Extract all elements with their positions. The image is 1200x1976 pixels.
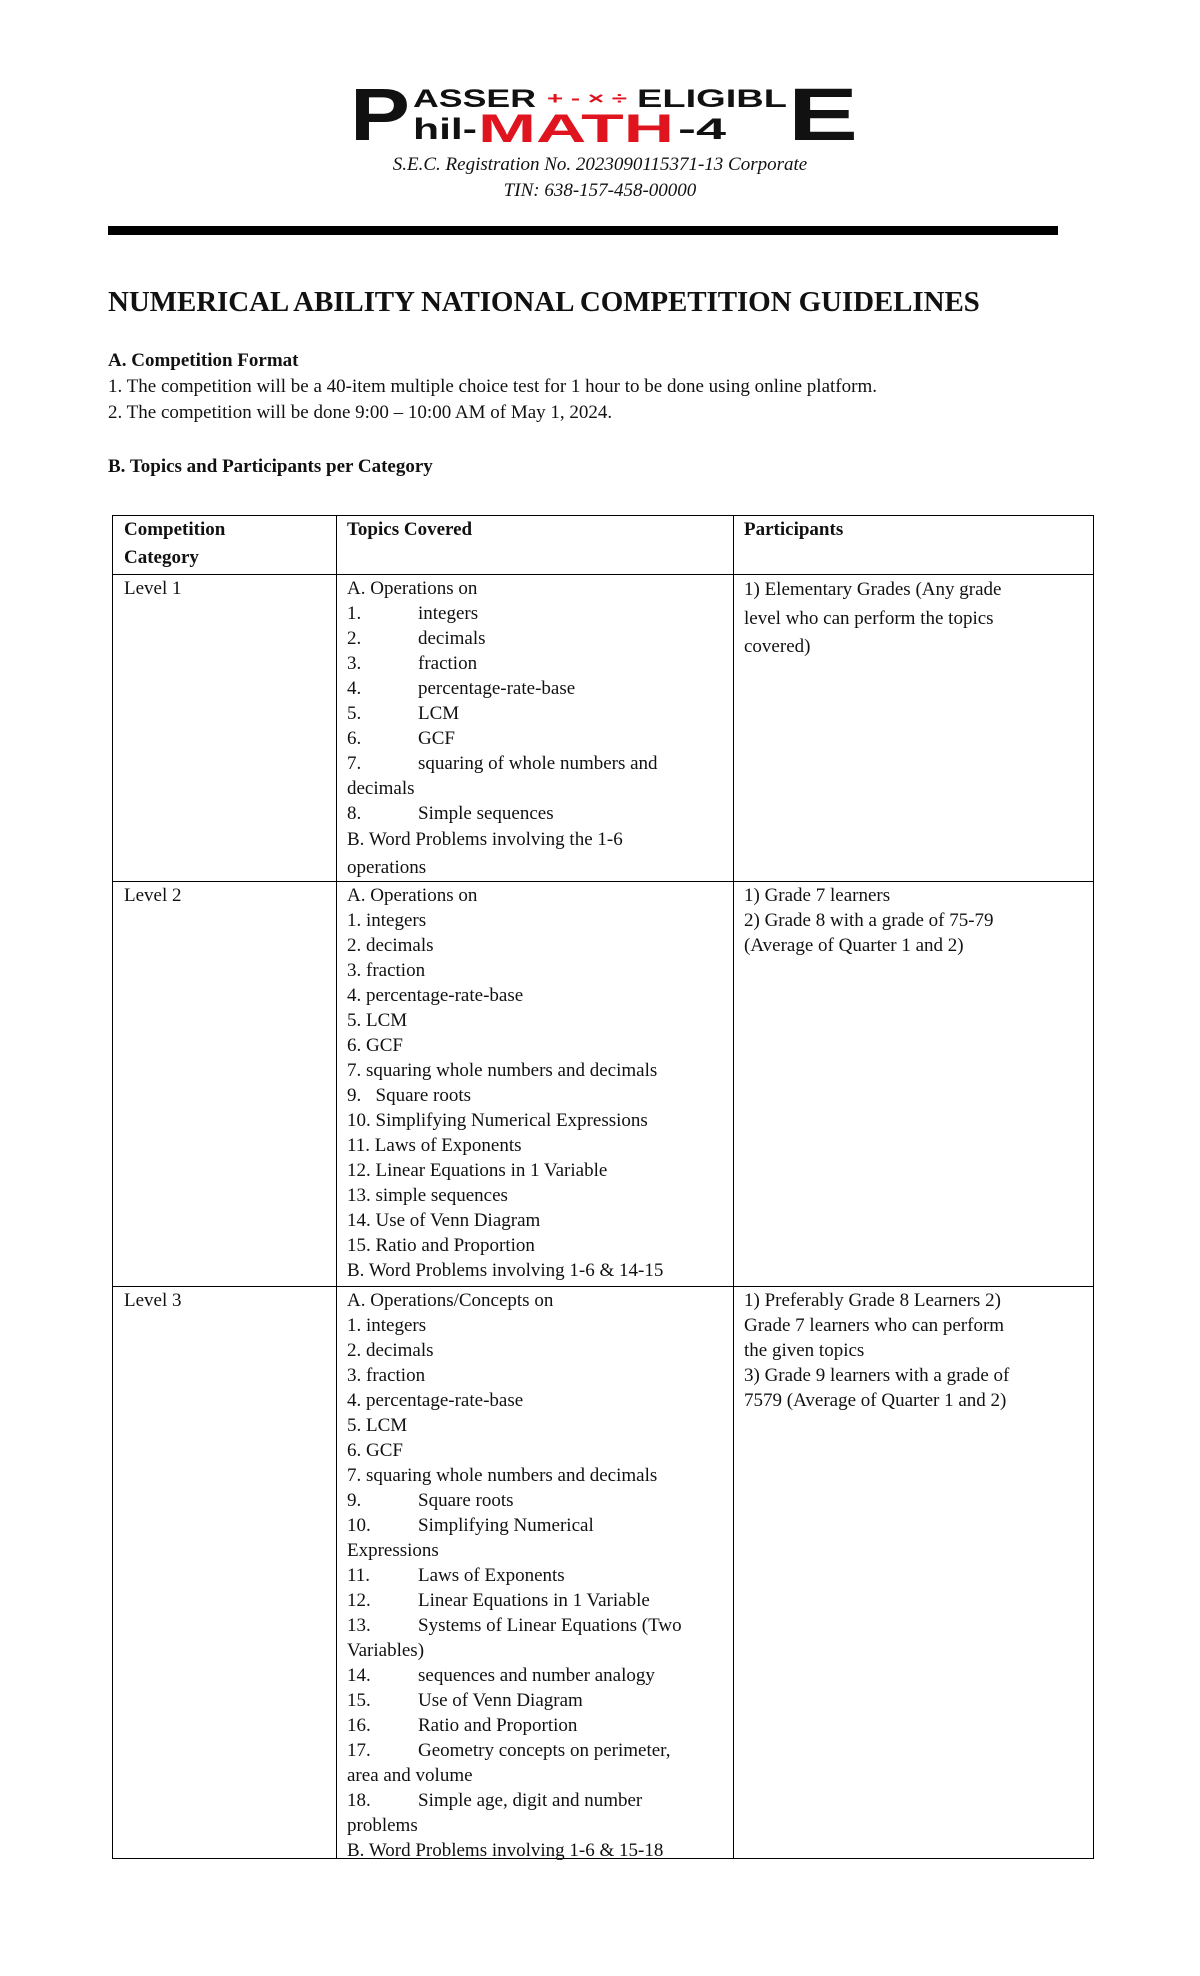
topic-item: 17. Geometry concepts on perimeter,: [347, 1740, 671, 1761]
participant-line: 1) Grade 7 learners: [744, 885, 891, 906]
topic-item: 8. Simple sequences: [347, 803, 554, 824]
topics-intro: A. Operations on: [347, 885, 478, 906]
topic-item: 15. Use of Venn Diagram: [347, 1690, 583, 1711]
header-text: Category: [124, 547, 199, 568]
topic-item: 1. integers: [347, 603, 479, 624]
topic-item: 2. decimals: [347, 935, 434, 956]
table-column-divider: [733, 516, 734, 1858]
sec-registration: S.E.C. Registration No. 2023090115371-13 Corporate: [392, 154, 808, 175]
participant-line: 1) Preferably Grade 8 Learners 2): [744, 1290, 1001, 1311]
topic-item: 4. percentage-rate-base: [347, 985, 524, 1006]
level-1-topics: [347, 576, 725, 882]
topic-item: 7. squaring whole numbers and decimals: [347, 1465, 658, 1486]
table-column-divider: [336, 516, 337, 1858]
logo-math-text: MATH: [478, 107, 674, 144]
topic-item: 3. fraction: [347, 960, 426, 981]
format-item: 2. The competition will be done 9:00 – 10:00 AM of May 1, 2024.: [108, 402, 613, 423]
topic-item: 13. Systems of Linear Equations (Two: [347, 1615, 682, 1636]
topic-item: 15. Ratio and Proportion: [347, 1235, 535, 1256]
header-topics-covered: Topics Covered: [347, 519, 473, 540]
logo-four-text: -4: [678, 113, 727, 144]
level-3-label: Level 3: [124, 1290, 182, 1311]
topic-item: 4. percentage-rate-base: [347, 678, 576, 699]
topic-item: 11. Laws of Exponents: [347, 1135, 522, 1156]
word-problems-continued: operations: [347, 857, 427, 878]
participant-line: (Average of Quarter 1 and 2): [744, 935, 964, 956]
word-problems: B. Word Problems involving 1-6 & 14-15: [347, 1260, 664, 1281]
participant-line: covered): [744, 636, 811, 657]
topic-item: 11. Laws of Exponents: [347, 1565, 565, 1586]
topic-item: 12. Linear Equations in 1 Variable: [347, 1160, 608, 1181]
topic-item-continued: Variables): [347, 1640, 425, 1661]
section-b-heading: B. Topics and Participants per Category: [108, 456, 433, 477]
logo-passer-text: ASSER: [413, 85, 536, 113]
header-competition-category: [124, 516, 329, 572]
topic-item: 18. Simple age, digit and number: [347, 1790, 643, 1811]
level-1-participants: [744, 576, 1084, 662]
participant-line: 3) Grade 9 learners with a grade of: [744, 1365, 1010, 1386]
participant-line: Grade 7 learners who can perform: [744, 1315, 1005, 1336]
topic-item: 6. GCF: [347, 1035, 403, 1056]
word-problems: B. Word Problems involving 1-6 & 15-18: [347, 1840, 664, 1861]
level-3-participants: [744, 1288, 1084, 1413]
topic-item: 10. Simplifying Numerical: [347, 1515, 594, 1536]
topic-item: 6. GCF: [347, 728, 455, 749]
topic-item: 5. LCM: [347, 703, 460, 724]
logo-letter-p: P: [350, 82, 410, 144]
participant-line: 2) Grade 8 with a grade of 75-79: [744, 910, 994, 931]
topic-item-continued: area and volume: [347, 1765, 473, 1786]
format-item: 1. The competition will be a 40-item multiple choice test for 1 hour to be done using online platform.: [108, 376, 877, 397]
header-participants: Participants: [744, 519, 844, 540]
header-divider: [108, 226, 1058, 235]
topic-item: 16. Ratio and Proportion: [347, 1715, 578, 1736]
table-row-divider: [113, 1286, 1093, 1287]
header-text: Competition: [124, 519, 226, 540]
participant-line: level who can perform the topics: [744, 607, 994, 629]
company-logo: [350, 82, 858, 144]
topic-item: 1. integers: [347, 1315, 427, 1336]
section-a-heading: A. Competition Format: [108, 350, 299, 371]
topic-item-continued: decimals: [347, 778, 415, 799]
topic-item: 4. percentage-rate-base: [347, 1390, 524, 1411]
logo-eligible-text: ELIGIBL: [637, 85, 787, 113]
level-2-label: Level 2: [124, 885, 182, 906]
level-2-participants: [744, 883, 1084, 958]
section-competition-format: [108, 348, 877, 426]
participant-line: 1) Elementary Grades (Any grade: [744, 579, 1002, 600]
participant-line: 7579 (Average of Quarter 1 and 2): [744, 1390, 1007, 1411]
logo-letter-e: E: [788, 82, 858, 144]
tin-number: TIN: 638-157-458-00000: [503, 180, 697, 201]
topic-item: 13. simple sequences: [347, 1185, 508, 1206]
word-problems: B. Word Problems involving the 1-6: [347, 829, 623, 850]
topics-intro: A. Operations/Concepts on: [347, 1290, 554, 1311]
topic-item-continued: problems: [347, 1815, 418, 1836]
topics-intro: A. Operations on: [347, 578, 478, 599]
topic-item: 7. squaring of whole numbers and: [347, 753, 658, 774]
topic-item: 9. Square roots: [347, 1085, 472, 1106]
level-1-label: Level 1: [124, 578, 182, 599]
topic-item: 2. decimals: [347, 628, 486, 649]
topic-item: 7. squaring whole numbers and decimals: [347, 1060, 658, 1081]
logo-operators: + - × ÷: [547, 89, 627, 108]
topic-item: 14. Use of Venn Diagram: [347, 1210, 541, 1231]
topic-item: 5. LCM: [347, 1415, 408, 1436]
topic-item-continued: Expressions: [347, 1540, 439, 1561]
topic-item: 5. LCM: [347, 1010, 408, 1031]
categories-table: [112, 515, 1094, 1859]
topic-item: 10. Simplifying Numerical Expressions: [347, 1110, 648, 1131]
topic-item: 12. Linear Equations in 1 Variable: [347, 1590, 650, 1611]
participant-line: the given topics: [744, 1340, 865, 1361]
topic-item: 3. fraction: [347, 1365, 426, 1386]
topic-item: 14. sequences and number analogy: [347, 1665, 655, 1686]
topic-item: 3. fraction: [347, 653, 478, 674]
page-title: NUMERICAL ABILITY NATIONAL COMPETITION GUIDELINES: [108, 286, 980, 318]
table-row-divider: [113, 574, 1093, 575]
topic-item: 2. decimals: [347, 1340, 434, 1361]
topic-item: 9. Square roots: [347, 1490, 514, 1511]
level-2-topics: [347, 883, 725, 1283]
topic-item: 1. integers: [347, 910, 427, 931]
level-3-topics: [347, 1288, 725, 1863]
logo-phil-text: hil-: [413, 113, 477, 144]
topic-item: 6. GCF: [347, 1440, 403, 1461]
